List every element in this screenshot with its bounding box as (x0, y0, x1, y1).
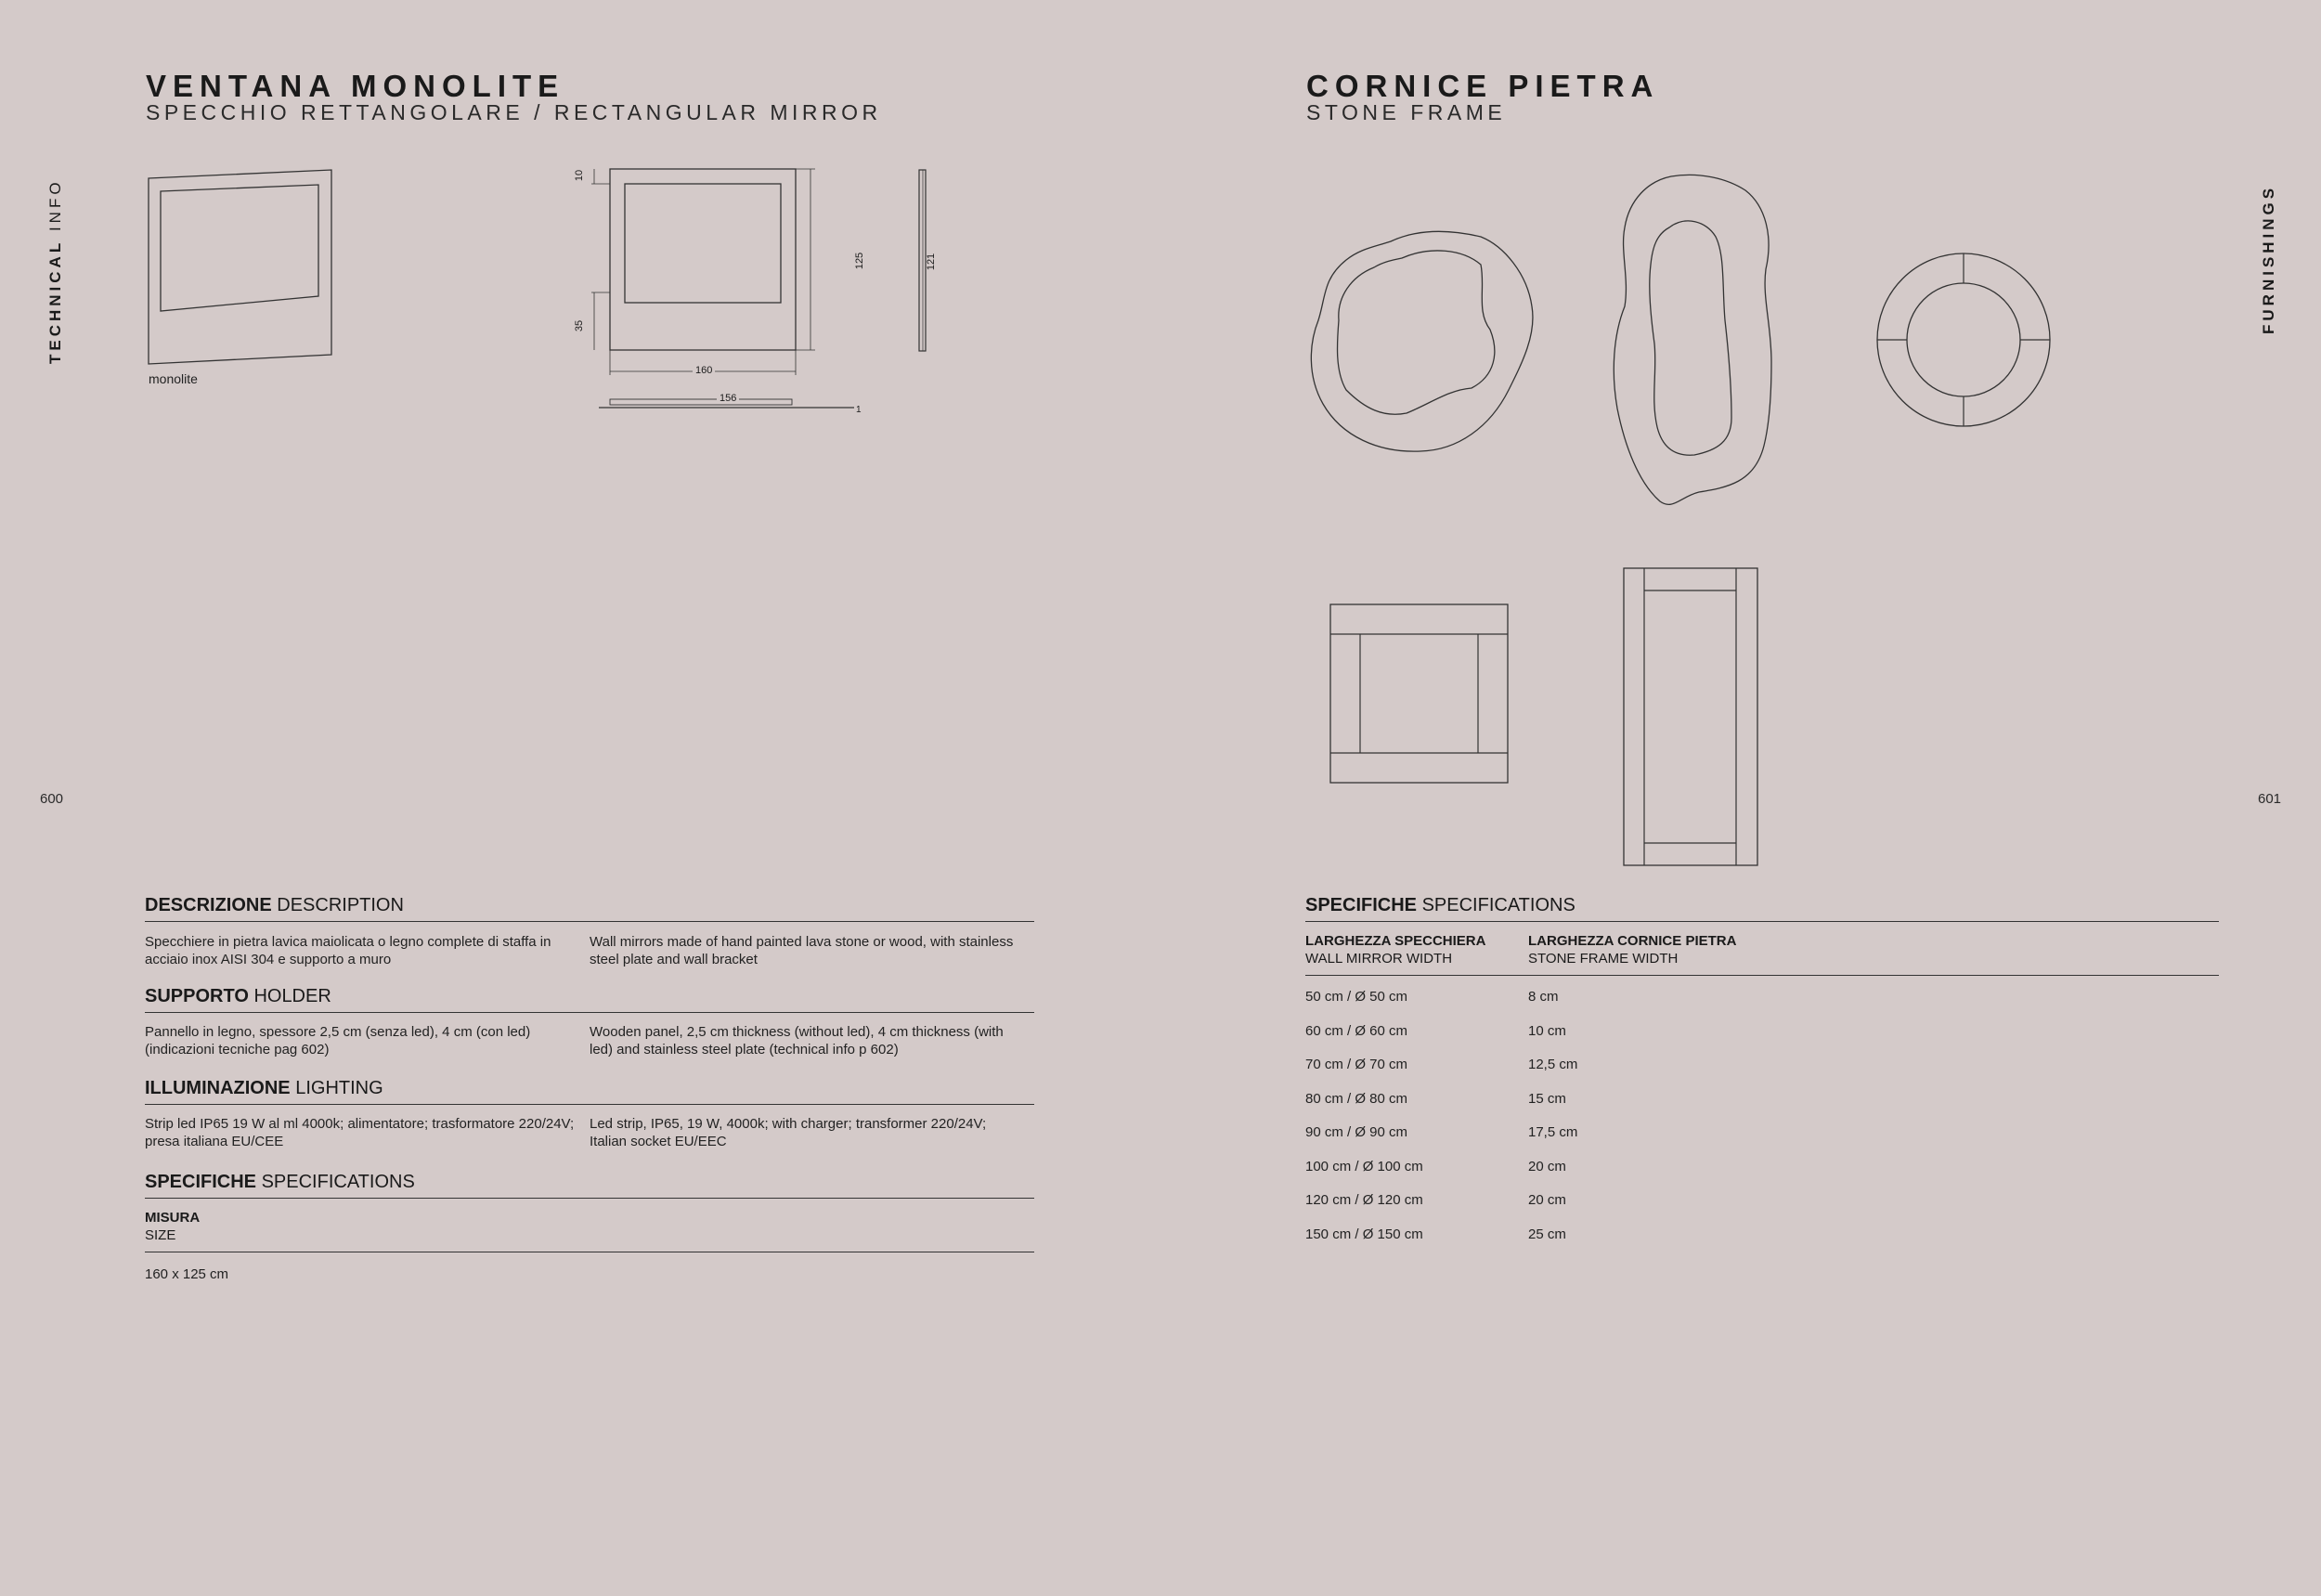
holder-title-it: SUPPORTO (145, 986, 249, 1006)
col1-it: LARGHEZZA SPECCHIERA (1305, 933, 1486, 949)
right-specs-title-it: SPECIFICHE (1305, 895, 1418, 915)
table-row-mirror: 70 cm / Ø 70 cm (1305, 1057, 1408, 1072)
lighting-title-it: ILLUMINAZIONE (145, 1078, 291, 1098)
side-label-furnishings: FURNISHINGS (2260, 184, 2277, 334)
description-text-en: Wall mirrors made of hand painted lava stone or wood, with stainless steel plate and wall bracket (590, 934, 1014, 967)
description-heading (145, 895, 1034, 922)
table-row-frame: 25 cm (1528, 1226, 1566, 1242)
right-specs-heading (1305, 895, 2219, 922)
table-row-frame: 20 cm (1528, 1192, 1566, 1208)
side-label-bold: TECHNICAL (46, 239, 64, 364)
left-specs-title-it: SPECIFICHE (145, 1172, 257, 1192)
holder-text-it: Pannello in legno, spessore 2,5 cm (senza led), 4 cm (con led) (indicazioni tecniche pag 602) (145, 1024, 531, 1058)
table-row-mirror: 80 cm / Ø 80 cm (1305, 1091, 1408, 1107)
frame-organic-round-drawing (1300, 223, 1541, 464)
table-row-mirror: 90 cm / Ø 90 cm (1305, 1124, 1408, 1140)
size-value: 160 x 125 cm (145, 1266, 229, 1282)
frame-round-drawing (1871, 251, 2056, 436)
lighting-title-en: LIGHTING (295, 1078, 383, 1098)
dim-top: 10 (574, 169, 586, 182)
side-label-light: INFO (46, 178, 64, 232)
frame-square-drawing (1326, 599, 1511, 785)
drawing-caption: monolite (149, 371, 198, 386)
size-col-it: MISURA (145, 1210, 201, 1226)
lighting-text-it: Strip led IP65 19 W al ml 4000k; alimentatore; trasformatore 220/24V; presa italiana EU/CEE (145, 1116, 575, 1149)
table-row-mirror: 120 cm / Ø 120 cm (1305, 1192, 1423, 1208)
right-specs-rule (1305, 975, 2219, 976)
holder-title-en: HOLDER (253, 986, 331, 1006)
lighting-text-en: Led strip, IP65, 19 W, 4000k; with charger; transformer 220/24V; Italian socket EU/EEC (590, 1116, 987, 1149)
right-specs-title-en: SPECIFICATIONS (1421, 895, 1575, 915)
specs-col2-header (1528, 932, 1807, 967)
col1-en: WALL MIRROR WIDTH (1305, 951, 1453, 967)
description-title-it: DESCRIZIONE (145, 895, 272, 915)
left-specs-title-en: SPECIFICATIONS (261, 1172, 415, 1192)
table-row-frame: 17,5 cm (1528, 1124, 1578, 1140)
left-specs-col-header (145, 1209, 1034, 1250)
description-text-it: Specchiere in pietra lavica maiolicata o legno complete di staffa in acciaio inox AISI 304 e supporto a muro (145, 934, 551, 967)
right-subtitle: STONE FRAME (1306, 100, 1507, 124)
frame-rect-tall-drawing (1619, 564, 1760, 871)
size-col-en: SIZE (145, 1227, 176, 1243)
table-row-mirror: 150 cm / Ø 150 cm (1305, 1226, 1423, 1242)
right-title: CORNICE PIETRA (1306, 69, 1660, 103)
dim-thickness: 1 (856, 405, 862, 415)
table-row-frame: 15 cm (1528, 1091, 1566, 1107)
dim-base: 156 (717, 393, 739, 404)
left-specs-heading (145, 1172, 1034, 1199)
description-title-en: DESCRIPTION (277, 895, 404, 915)
dim-height: 125 (854, 252, 866, 270)
col2-it: LARGHEZZA CORNICE PIETRA (1528, 933, 1737, 949)
table-row-frame: 12,5 cm (1528, 1057, 1578, 1072)
table-row-frame: 20 cm (1528, 1159, 1566, 1174)
holder-text-en: Wooden panel, 2,5 cm thickness (without led), 4 cm thickness (with led) and stainless steel plate (technical info p 602) (590, 1024, 1004, 1058)
dim-side: 121 (926, 253, 938, 271)
specs-col1-header (1305, 932, 1528, 967)
table-row-frame: 8 cm (1528, 989, 1559, 1005)
frame-organic-tall-drawing (1606, 167, 1773, 520)
dim-width: 160 (693, 365, 715, 376)
lighting-heading (145, 1078, 1034, 1105)
table-row-mirror: 50 cm / Ø 50 cm (1305, 989, 1408, 1005)
left-title: VENTANA MONOLITE (146, 69, 565, 103)
page-number-left: 600 (40, 791, 64, 807)
page-number-right: 601 (2258, 791, 2282, 807)
col2-en: STONE FRAME WIDTH (1528, 951, 1679, 967)
holder-heading (145, 986, 1034, 1013)
table-row-mirror: 60 cm / Ø 60 cm (1305, 1023, 1408, 1039)
left-subtitle: SPECCHIO RETTANGOLARE / RECTANGULAR MIRROR (146, 100, 882, 124)
mirror-perspective-drawing (139, 162, 344, 376)
table-row-mirror: 100 cm / Ø 100 cm (1305, 1159, 1423, 1174)
side-label-technical-info (46, 178, 65, 364)
dim-bottom: 35 (574, 319, 586, 332)
front-drawing-dimensions (576, 162, 873, 422)
table-row-frame: 10 cm (1528, 1023, 1566, 1039)
